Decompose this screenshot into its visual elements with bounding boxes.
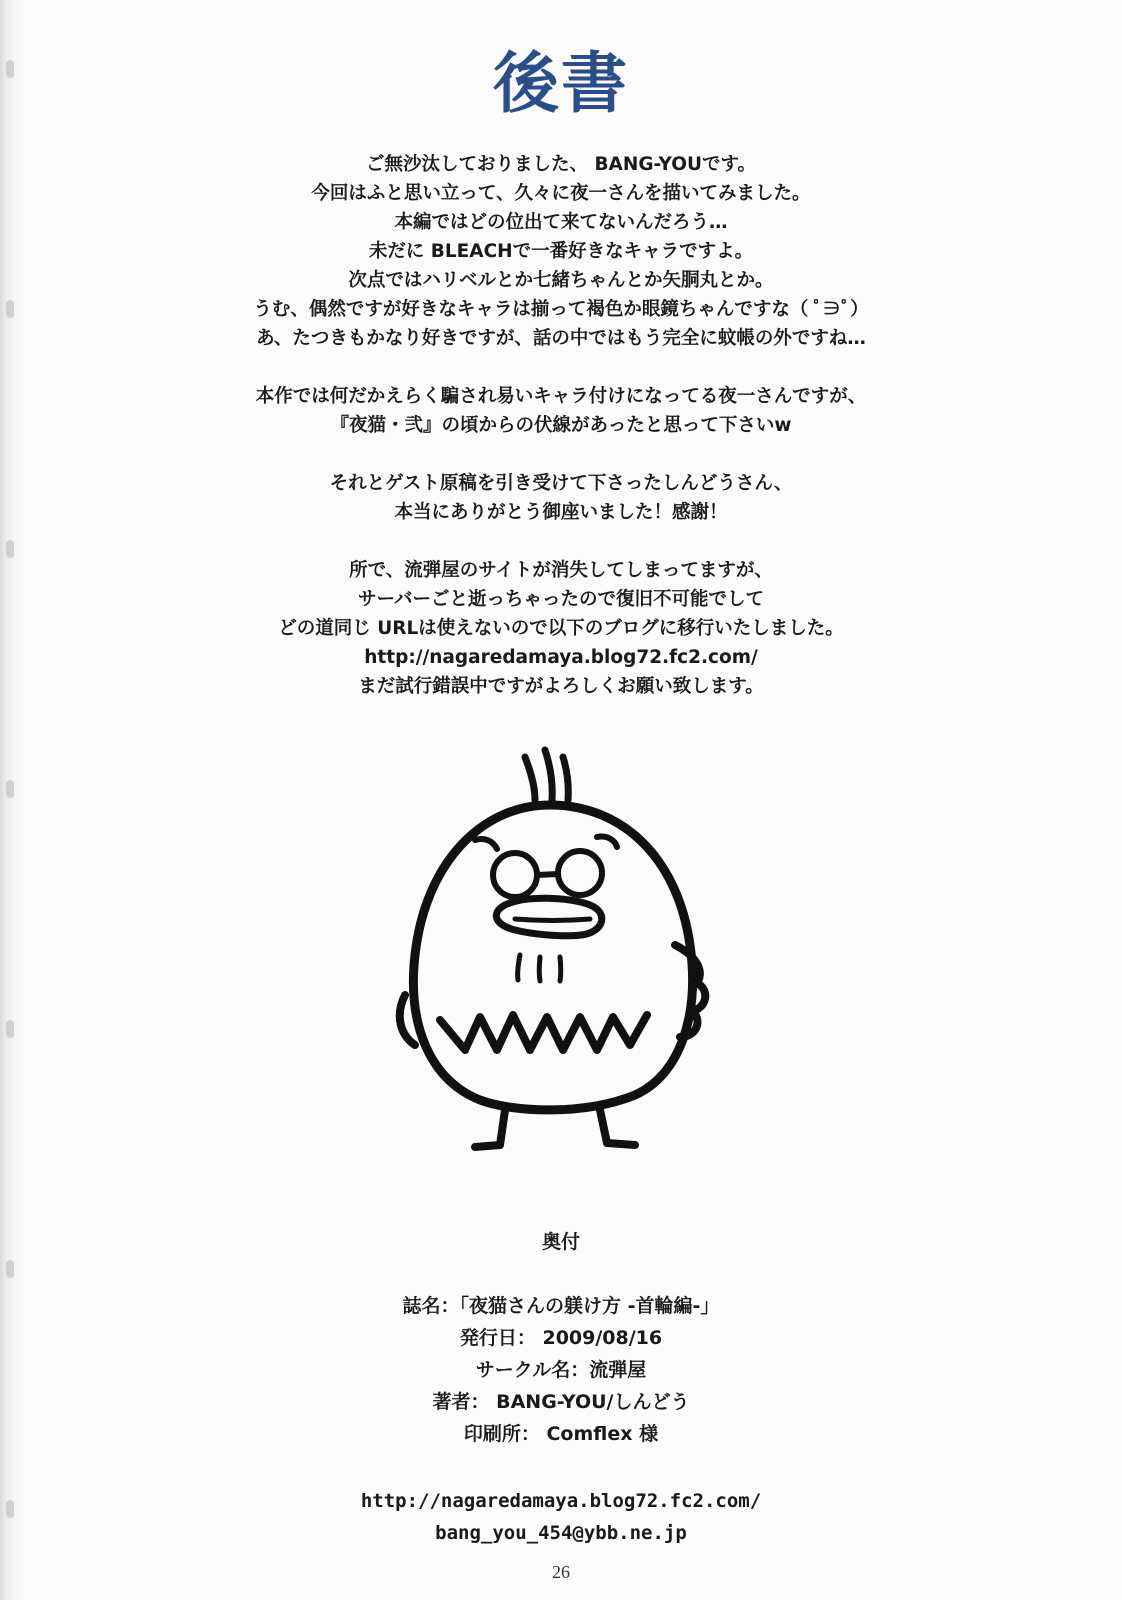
afterword-line: うむ、偶然ですが好きなキャラは揃って褐色か眼鏡ちゃんですな（ ﾟ∋ﾟ）: [253, 299, 869, 320]
afterword-line: サーバーごと逝っちゃったので復旧不可能でして: [357, 589, 765, 610]
paragraph-gap: [80, 353, 1042, 382]
binding-hole: [6, 60, 14, 78]
blog-url: http://nagaredamaya.blog72.fc2.com/: [360, 1490, 762, 1512]
binding-hole: [6, 1020, 14, 1038]
afterword-line: 所で、流弾屋のサイトが消失してしまってますが、: [349, 560, 773, 581]
paragraph-gap: [80, 440, 1042, 469]
afterword-line: 次点ではハリベルとか七緒ちゃんとか矢胴丸とか。: [348, 270, 774, 291]
email-address: bang_you_454@ybb.ne.jp: [435, 1522, 687, 1544]
colophon-row: サークル名：流弾屋: [475, 1359, 647, 1381]
afterword-line: 本作では何だかえらく騙され易いキャラ付けになってる夜一さんですが、: [255, 386, 867, 407]
afterword-line: それとゲスト原稿を引き受けて下さったしんどうさん、: [329, 473, 793, 494]
colophon-row: 印刷所： Comflex 様: [463, 1423, 659, 1445]
page-number: 26: [552, 1562, 570, 1582]
page-heading: 後書: [493, 44, 629, 122]
paragraph-gap: [80, 527, 1042, 556]
binding-edge: [0, 0, 26, 1600]
binding-hole: [6, 1260, 14, 1278]
binding-hole: [6, 300, 14, 318]
binding-hole: [6, 540, 14, 558]
afterword-line: ご無沙汰しておりました、 BANG-YOUです。: [366, 154, 756, 175]
afterword-line: 今回はふと思い立って、久々に夜一さんを描いてみました。: [311, 183, 811, 204]
binding-hole: [6, 780, 14, 798]
colophon-row: 誌名：「夜猫さんの躾け方 -首輪編-」: [402, 1295, 720, 1317]
afterword-line: どの道同じ URLは使えないので以下のブログに移行いたしました。: [278, 618, 844, 639]
colophon-row: 著者： BANG-YOU/しんどう: [432, 1391, 690, 1413]
colophon: [160, 1290, 962, 1450]
colophon-title: 奥付: [541, 1231, 580, 1253]
afterword-line: 未だに BLEACHで一番好きなキャラですよ。: [368, 241, 754, 262]
afterword-line: 本編ではどの位出て来てないんだろう…: [394, 212, 728, 233]
afterword-line: あ、たつきもかなり好きですが、話の中ではもう完全に蚊帳の外ですね…: [256, 328, 866, 349]
afterword-line: 本当にありがとう御座いました！感謝！: [394, 502, 728, 523]
afterword-text: [80, 150, 1042, 701]
afterword-line: http://nagaredamaya.blog72.fc2.com/: [364, 647, 758, 668]
binding-hole: [6, 1500, 14, 1518]
afterword-line: まだ試行錯誤中ですがよろしくお願い致します。: [358, 676, 764, 697]
afterword-line: 『夜猫・弐』の頃からの伏線があったと思って下さいw: [330, 415, 792, 436]
colophon-row: 発行日： 2009/08/16: [459, 1327, 663, 1349]
glasses-bird-mascot-icon: [385, 745, 715, 1165]
contact-links: [160, 1485, 962, 1549]
